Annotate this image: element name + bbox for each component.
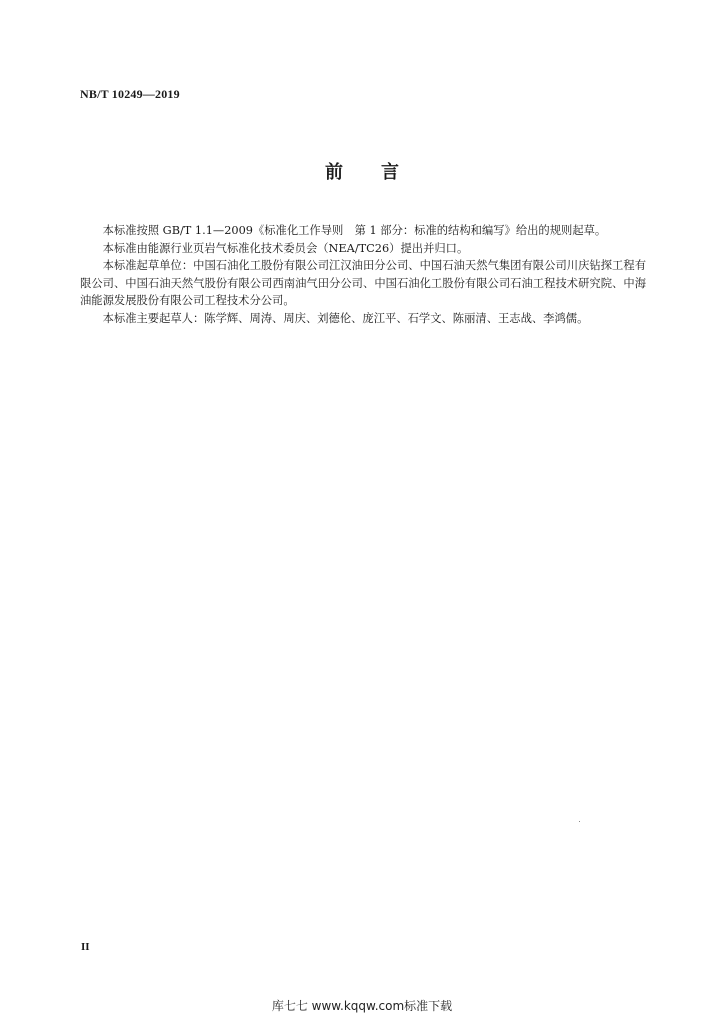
paragraph-drafting-units: 本标准起草单位：中国石油化工股份有限公司江汉油田分公司、中国石油天然气集团有限公司川庆钻探工程有限公司、中国石油天然气股份有限公司西南油气田分公司、中国石油化工股份有限公司石油工程技术研究院、中海油能源发展股份有限公司工程技术分公司。 xyxy=(80,259,646,308)
scan-speck xyxy=(579,821,580,822)
footer-watermark: 库七七 www.kqqw.com标准下载 xyxy=(271,999,453,1013)
page-title xyxy=(0,158,724,184)
paragraph-proposer: 本标准由能源行业页岩气标准化技术委员会（NEA/TC26）提出并归口。 xyxy=(102,241,469,255)
title-char-2: 言 xyxy=(381,162,399,183)
foreword-body xyxy=(80,222,646,328)
paragraph-main-drafters: 本标准主要起草人：陈学辉、周涛、周庆、刘德伦、庞江平、石学文、陈丽清、王志战、李鸿儒。 xyxy=(102,311,589,325)
paragraph-drafting-rules: 本标准按照 GB/T 1.1—2009《标准化工作导则 第 1 部分：标准的结构和编写》给出的规则起草。 xyxy=(102,224,607,237)
standard-code: NB/T 10249—2019 xyxy=(80,87,180,101)
page-number: II xyxy=(81,941,90,953)
title-char-1: 前 xyxy=(325,162,343,183)
